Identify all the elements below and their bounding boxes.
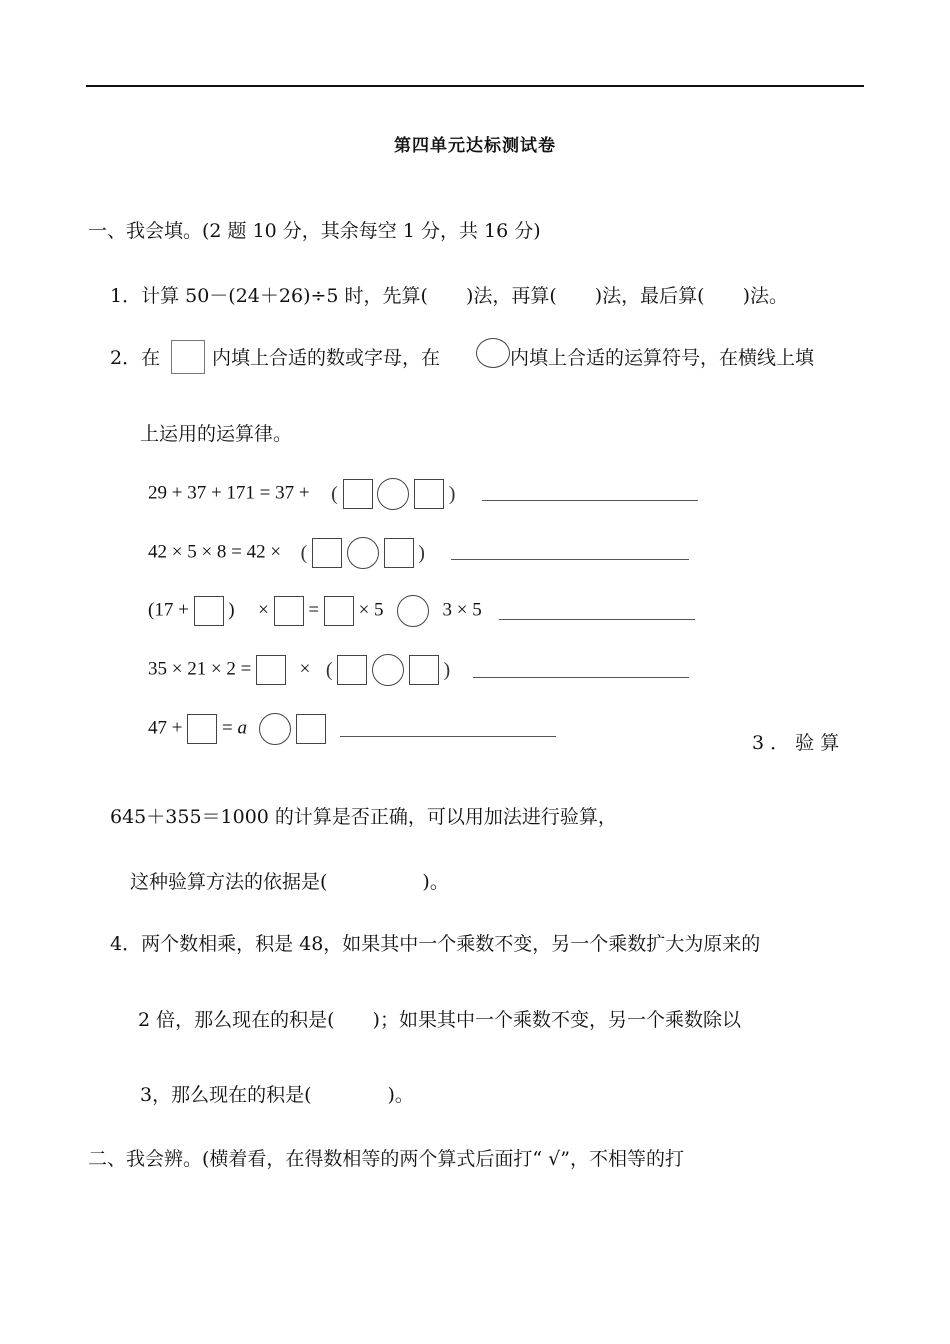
paren-close: ): [448, 483, 456, 505]
fill-circle-icon: [476, 338, 510, 368]
equation-4-left: 35 × 21 × 2 =: [148, 658, 252, 680]
answer-box[interactable]: [414, 479, 444, 509]
question-2-middle: 内填上合适的数或字母，在: [212, 347, 441, 369]
paren-close: ): [418, 542, 425, 564]
answer-box[interactable]: [194, 596, 224, 626]
operator-circle[interactable]: [397, 595, 429, 627]
answer-box[interactable]: [409, 655, 439, 685]
operator-circle[interactable]: [259, 713, 291, 745]
question-4-line1: 4．两个数相乘，积是 48，如果其中一个乘数不变，另一个乘数扩大为原来的: [110, 933, 761, 955]
question-2-suffix: 内填上合适的运算符号，在横线上填: [510, 347, 815, 369]
question-4-line2: 2 倍，那么现在的积是( )；如果其中一个乘数不变，另一个乘数除以: [138, 1009, 741, 1031]
answer-box[interactable]: [274, 596, 304, 626]
equation-5-left: 47 +: [148, 717, 183, 739]
equation-2-left: 42 × 5 × 8 = 42 ×: [148, 541, 282, 563]
answer-box[interactable]: [343, 479, 373, 509]
equation-4: [148, 654, 450, 686]
operator-circle[interactable]: [347, 537, 379, 569]
question-1: 1．计算 50－(24＋26)÷5 时，先算( )法，再算( )法，最后算( )法。: [110, 285, 789, 307]
variable-a: a: [237, 717, 247, 739]
equation-5: [148, 713, 326, 745]
equation-3: [148, 595, 482, 627]
operator-circle[interactable]: [377, 478, 409, 510]
equation-3-tail: 3 × 5: [442, 599, 482, 621]
question-3-line1: 645＋355＝1000 的计算是否正确，可以用加法进行验算，: [110, 806, 617, 828]
answer-line[interactable]: [482, 500, 698, 501]
question-2-line2: 上运用的运算律。: [140, 423, 293, 445]
question-2-prefix: 2．在: [110, 347, 161, 369]
answer-line[interactable]: [340, 736, 556, 737]
answer-line[interactable]: [499, 619, 695, 620]
answer-box[interactable]: [187, 714, 217, 744]
equation-1-left: 29 + 37 + 171 = 37 +: [148, 482, 310, 504]
equation-3-times5: × 5: [358, 599, 384, 621]
equation-3-open: (17 +: [148, 599, 189, 621]
answer-box[interactable]: [384, 538, 414, 568]
fill-box-icon: [171, 340, 205, 374]
answer-box[interactable]: [337, 655, 367, 685]
section1-heading: 一、我会填。(2 题 10 分，其余每空 1 分，共 16 分): [88, 220, 541, 242]
equation-3-eq: =: [308, 599, 320, 621]
question-4-line3: 3，那么现在的积是( )。: [140, 1084, 414, 1106]
answer-box[interactable]: [256, 655, 286, 685]
paren-close: ): [443, 659, 451, 681]
equation-1: [148, 478, 455, 510]
equation-3-times: ×: [258, 599, 269, 621]
paren-open: (: [300, 542, 308, 564]
paren-open: (: [331, 483, 338, 505]
question-3-label: 3 ． 验 算: [752, 732, 840, 754]
question-3-line2: 这种验算方法的依据是( )。: [130, 871, 449, 893]
answer-line[interactable]: [451, 559, 689, 560]
page-title: 第四单元达标测试卷: [394, 136, 556, 156]
equation-5-eq: =: [221, 717, 233, 739]
section2-heading: 二、我会辨。(横着看，在得数相等的两个算式后面打“ √”，不相等的打: [88, 1148, 684, 1170]
answer-box[interactable]: [312, 538, 342, 568]
paren-open: (: [325, 659, 333, 681]
answer-box[interactable]: [324, 596, 354, 626]
answer-box[interactable]: [296, 714, 326, 744]
operator-circle[interactable]: [372, 654, 404, 686]
equation-4-times: ×: [299, 658, 311, 680]
equation-2: [148, 537, 425, 569]
equation-3-close: ): [228, 599, 235, 621]
header-rule: [86, 85, 864, 87]
answer-line[interactable]: [473, 677, 689, 678]
